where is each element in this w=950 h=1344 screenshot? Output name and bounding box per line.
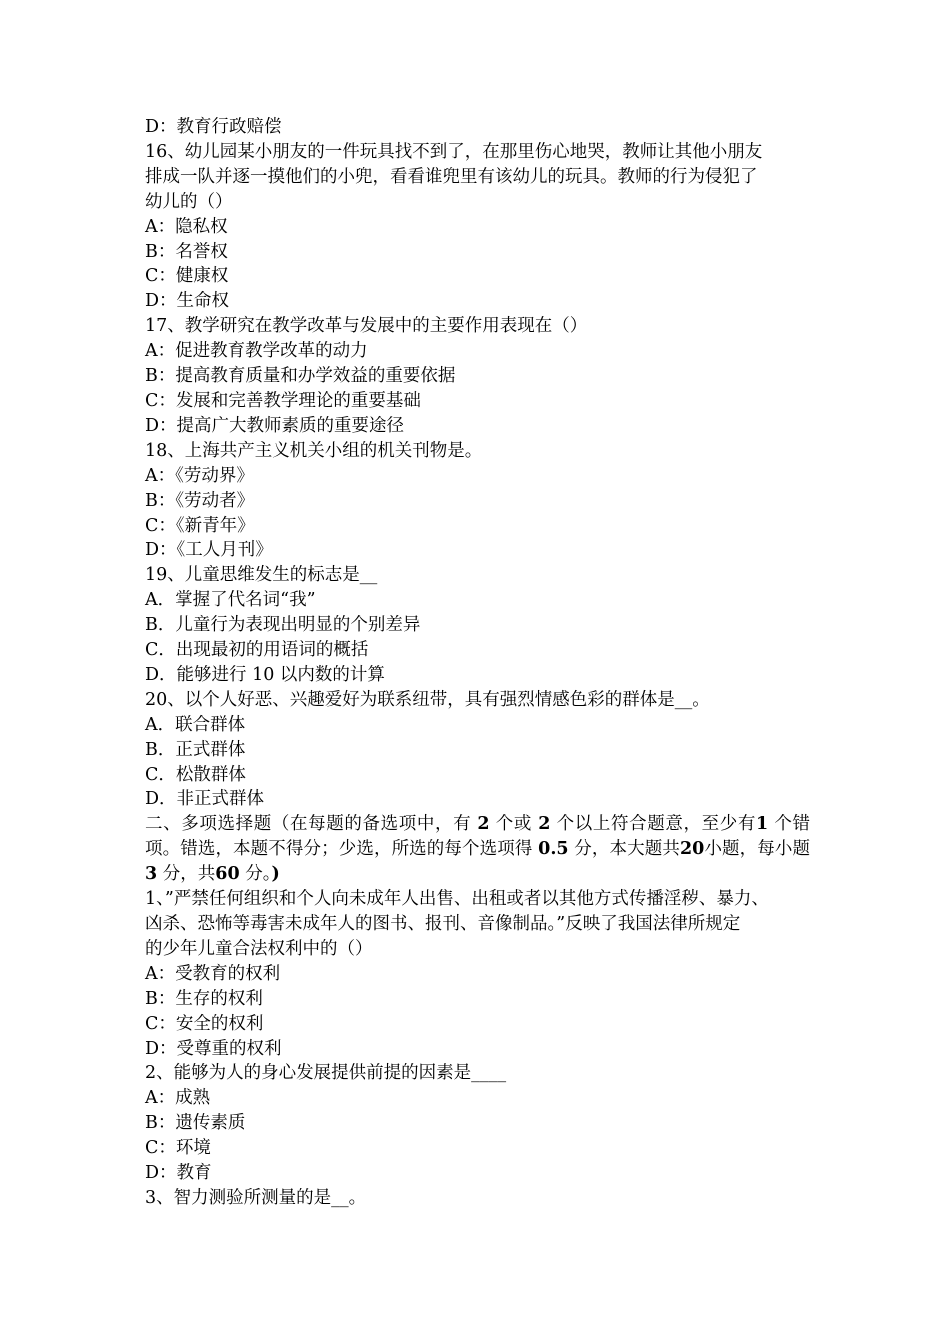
text-line: A：受教育的权利 bbox=[145, 963, 281, 984]
text-line: C：《新青年》 bbox=[145, 515, 255, 536]
text-line: 19、儿童思维发生的标志是__ bbox=[145, 565, 378, 586]
text-line: C：发展和完善教学理论的重要基础 bbox=[145, 390, 421, 411]
text-line: D：教育 bbox=[145, 1163, 212, 1184]
text-line: D：教育行政赔偿 bbox=[145, 117, 282, 137]
text-line: C：健康权 bbox=[145, 266, 229, 287]
text-line: A：《劳动界》 bbox=[145, 465, 254, 486]
text-line: A．联合群体 bbox=[145, 714, 246, 735]
text-line: D．非正式群体 bbox=[145, 789, 265, 810]
text-line: C：安全的权利 bbox=[145, 1013, 264, 1034]
text-line: 凶杀、恐怖等毒害未成年人的图书、报刊、音像制品。”反映了我国法律所规定 bbox=[145, 914, 741, 934]
text-line: C：环境 bbox=[145, 1138, 211, 1159]
text-line: C．出现最初的用语词的概括 bbox=[145, 640, 369, 661]
text-line: B：遗传素质 bbox=[145, 1113, 246, 1134]
text-line: D．能够进行 10 以内数的计算 bbox=[145, 664, 385, 685]
text-line: B．正式群体 bbox=[145, 739, 246, 760]
section-two-heading: 二、多项选择题（在每题的备选项中，有 2 个或 2 个以上符合题意，至少有1 个错项。错选，本题不得分；少选，所选的每个选项得 0.5 分，本大题共20小题，每小题3 分，共60 分。) bbox=[145, 814, 810, 885]
text-line: D：受尊重的权利 bbox=[145, 1038, 282, 1059]
text-line: A．掌握了代名词“我” bbox=[145, 590, 316, 611]
text-line: B．儿童行为表现出明显的个别差异 bbox=[145, 615, 421, 636]
text-line: 2、能够为人的身心发展提供前提的因素是____ bbox=[145, 1063, 507, 1084]
text-line: 20、以个人好恶、兴趣爱好为联系纽带，具有强烈情感色彩的群体是__。 bbox=[145, 689, 710, 710]
text-line: B：名誉权 bbox=[145, 241, 228, 262]
text-line: D：生命权 bbox=[145, 291, 230, 312]
text-line: 排成一队并逐一摸他们的小兜，看看谁兜里有该幼儿的玩具。教师的行为侵犯了 bbox=[145, 166, 758, 187]
text-line: 3、智力测验所测量的是__。 bbox=[145, 1187, 367, 1208]
text-line: A：隐私权 bbox=[145, 216, 228, 237]
text-line: 的少年儿童合法权利中的（） bbox=[145, 938, 373, 959]
text-line: 16、幼儿园某小朋友的一件玩具找不到了，在那里伤心地哭，教师让其他小朋友 bbox=[145, 141, 763, 162]
text-line: A：成熟 bbox=[145, 1088, 211, 1109]
text-line: C．松散群体 bbox=[145, 764, 246, 785]
text-line: D：《工人月刊》 bbox=[145, 540, 273, 561]
text-line: 1、”严禁任何组织和个人向未成年人出售、出租或者以其他方式传播淫秽、暴力、 bbox=[145, 889, 769, 910]
question-block-top bbox=[145, 115, 810, 812]
text-line: 幼儿的（） bbox=[145, 191, 233, 212]
text-line: A：促进教育教学改革的动力 bbox=[145, 341, 368, 362]
document-page bbox=[145, 115, 810, 1211]
question-block-bottom bbox=[145, 887, 810, 1211]
text-line: B：生存的权利 bbox=[145, 988, 263, 1009]
text-line: 18、上海共产主义机关小组的机关刊物是。 bbox=[145, 440, 483, 461]
text-line: D：提高广大教师素质的重要途径 bbox=[145, 415, 405, 436]
text-line: 17、教学研究在教学改革与发展中的主要作用表现在（） bbox=[145, 316, 588, 337]
text-line: B：《劳动者》 bbox=[145, 490, 255, 511]
text-line: B：提高教育质量和办学效益的重要依据 bbox=[145, 366, 456, 387]
